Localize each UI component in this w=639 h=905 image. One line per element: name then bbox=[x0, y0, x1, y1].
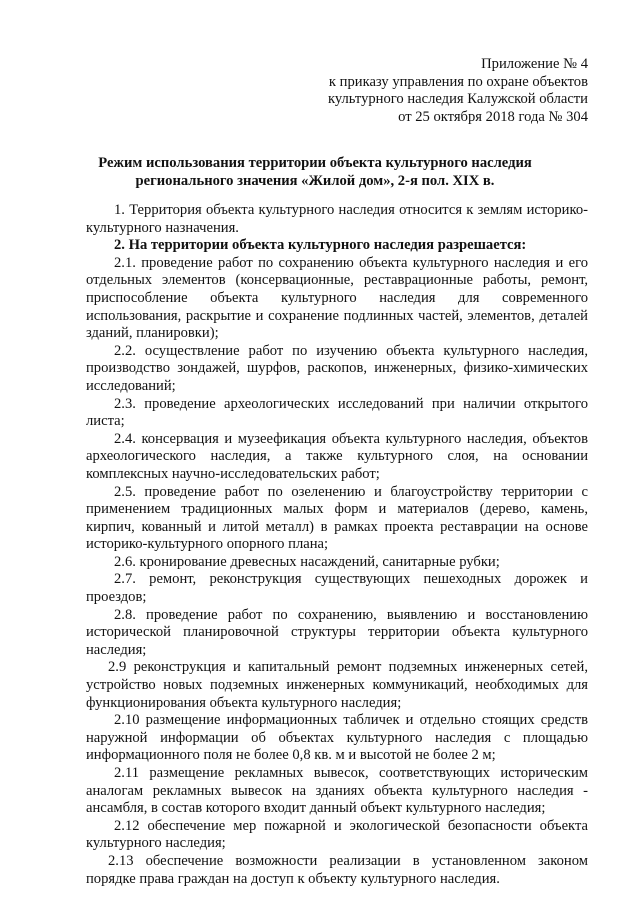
title-line-2: регионального значения «Жилой дом», 2-я пол. XIX в. bbox=[135, 173, 495, 189]
paragraph-2-3: 2.3. проведение археологических исследований при наличии открытого листа; bbox=[86, 395, 588, 430]
document-body bbox=[86, 202, 588, 888]
paragraph-1: 1. Территория объекта культурного наследия относится к землям историко-культурного назначения. bbox=[86, 202, 588, 236]
title-line-1: Режим использования территории объекта культурного наследия bbox=[98, 155, 532, 171]
appendix-number: Приложение № 4 bbox=[481, 56, 588, 72]
document-title bbox=[80, 154, 550, 190]
paragraph-2-10: 2.10 размещение информационных табличек и отдельно стоящих средств наружной информации об объектах культурного наследия с площадью информационного поля не более 0,8 кв. м и высотой не более 2 м; bbox=[86, 712, 588, 764]
paragraph-2-5: 2.5. проведение работ по озеленению и благоустройству территории с применением традиционных малых форм и материалов (дерево, камень, кирпич, кованный и литой металл) в рамках проекта реставрации на основе историко-культурного опорного плана; bbox=[86, 483, 588, 553]
paragraph-2-12: 2.12 обеспечение мер пожарной и экологической безопасности объекта культурного наследия; bbox=[86, 817, 588, 852]
appendix-order-line: к приказу управления по охране объектов bbox=[328, 73, 588, 90]
appendix-authority-line: культурного наследия Калужской области bbox=[327, 91, 588, 108]
paragraph-2-2: 2.2. осуществление работ по изучению объекта культурного наследия, производство зондажей, шурфов, раскопов, инженерных, физико-химических исследований; bbox=[86, 342, 588, 394]
appendix-header bbox=[328, 56, 588, 126]
paragraph-2-13: 2.13 обеспечение возможности реализации в установленном законом порядке права граждан на доступ к объекту культурного наследия. bbox=[86, 852, 588, 887]
section-heading-2: 2. На территории объекта культурного наследия разрешается: bbox=[114, 237, 527, 254]
paragraph-2-9: 2.9 реконструкция и капитальный ремонт подземных инженерных сетей, устройство новых подземных инженерных коммуникаций, необходимых для функционирования объекта культурного наследия; bbox=[86, 659, 588, 711]
paragraph-2-8: 2.8. проведение работ по сохранению, выявлению и восстановлению исторической планировочной структуры территории объекта культурного наследия; bbox=[86, 606, 588, 658]
paragraph-2-11: 2.11 размещение рекламных вывесок, соответствующих историческим аналогам рекламных вывесок на зданиях объекта культурного наследия - ансамбля, в состав которого входит данный объект культурного наследия; bbox=[86, 765, 588, 817]
paragraph-2-1: 2.1. проведение работ по сохранению объекта культурного наследия и его отдельных элементов (консервационные, реставрационные работы, ремонт, приспособление объекта культурного наследия для современного использования, раскрытие и сохранение подлинных частей, элементов, деталей зданий, планировки); bbox=[86, 254, 588, 342]
appendix-date-line: от 25 октября 2018 года № 304 bbox=[398, 108, 588, 125]
paragraph-2-6: 2.6. кронирование древесных насаждений, санитарные рубки; bbox=[114, 553, 500, 570]
paragraph-2-4: 2.4. консервация и музеефикация объекта культурного наследия, объектов археологического наследия, а также культурного слоя, на основании комплексных научно-исследовательских работ; bbox=[86, 430, 588, 482]
paragraph-2-7: 2.7. ремонт, реконструкция существующих пешеходных дорожек и проездов; bbox=[86, 571, 588, 606]
